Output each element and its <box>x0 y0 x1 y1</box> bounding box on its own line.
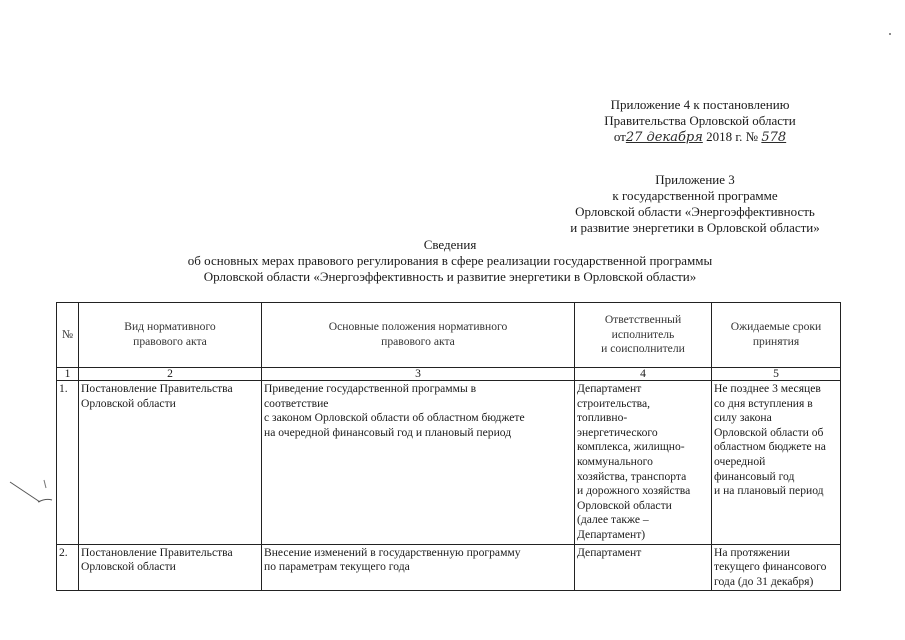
column-number: 3 <box>262 368 575 381</box>
table-row <box>57 544 841 591</box>
handwritten-date: 27 декабря <box>625 130 703 145</box>
act-type-cell: Постановление Правительства Орловской области <box>79 381 262 545</box>
appendix-3-line-4: и развитие энергетики в Орловской области» <box>570 220 820 235</box>
column-number: 4 <box>575 368 712 381</box>
header-executor: Ответственный исполнитель и соисполнители <box>575 303 712 368</box>
appendix-4-line-1: Приложение 4 к постановлению <box>610 97 790 112</box>
appendix-3-header <box>535 172 855 236</box>
header-number: № <box>57 303 79 368</box>
document-title <box>90 237 810 285</box>
table-header-row <box>57 303 841 368</box>
column-number: 2 <box>79 368 262 381</box>
measures-table <box>56 302 841 591</box>
column-number-row <box>57 368 841 381</box>
appendix-4-date-line <box>560 129 840 146</box>
title-line-3: Орловской области «Энергоэффективность и развитие энергетики в Орловской области» <box>203 269 697 284</box>
title-line-1: Сведения <box>423 237 477 252</box>
provisions-cell: Внесение изменений в государственную программу по параметрам текущего года <box>262 544 575 591</box>
margin-pen-mark <box>0 440 70 520</box>
appendix-3-line-1: Приложение 3 <box>655 172 735 187</box>
header-provisions: Основные положения нормативного правового акта <box>262 303 575 368</box>
row-number: 1. <box>57 381 79 545</box>
appendix-3-line-2: к государственной программе <box>612 188 778 203</box>
column-number: 1 <box>57 368 79 381</box>
appendix-4-line-2: Правительства Орловской области <box>604 113 796 128</box>
executor-cell: Департамент <box>575 544 712 591</box>
appendix-4-from: от <box>613 129 626 144</box>
appendix-4-header <box>560 97 840 146</box>
provisions-cell: Приведение государственной программы в соответствие с законом Орловской области об областном бюджете на очередной финансовый год и плановый период <box>262 381 575 545</box>
column-number: 5 <box>712 368 841 381</box>
deadline-cell: На протяжении текущего финансового года (до 31 декабря) <box>712 544 841 591</box>
row-number: 2. <box>57 544 79 591</box>
header-act-type: Вид нормативного правового акта <box>79 303 262 368</box>
deadline-cell: Не позднее 3 месяцев со дня вступления в силу закона Орловской области об областном бюджете на очередной финансовый год и на плановый период <box>712 381 841 545</box>
appendix-3-line-3: Орловской области «Энергоэффективность <box>575 204 815 219</box>
title-line-2: об основных мерах правового регулирования в сфере реализации государственной программы <box>187 253 713 268</box>
header-deadline: Ожидаемые сроки принятия <box>712 303 841 368</box>
handwritten-number: 578 <box>761 130 787 145</box>
act-type-cell: Постановление Правительства Орловской области <box>79 544 262 591</box>
table-row <box>57 381 841 545</box>
corner-dot-mark <box>884 28 896 40</box>
appendix-4-year-no: 2018 г. № <box>706 129 759 144</box>
executor-cell: Департамент строительства, топливно- энергетического комплекса, жилищно- коммунального хозяйства, транспорта и дорожного хозяйства Орловской области (далее также – Департамент) <box>575 381 712 545</box>
